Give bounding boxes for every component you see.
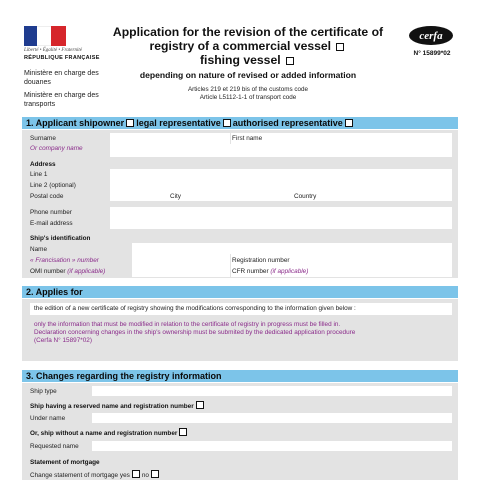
- without-name-checkbox[interactable]: [179, 428, 187, 436]
- reserved-name-label: [30, 401, 206, 410]
- instruction-line-3: (Cerfa N° 15897*02): [34, 337, 92, 344]
- first-name-label: First name: [232, 135, 263, 142]
- line1-label: Line 1: [30, 171, 48, 178]
- republic-motto: Liberté • Égalité • Fraternité: [24, 48, 82, 53]
- instruction-line-2: Declaration concerning changes in the ship's ownership must be submited by the dedicated application procedure: [34, 329, 356, 336]
- section-1-body: [22, 130, 458, 278]
- country-label: Country: [294, 193, 317, 200]
- email-label: E-mail address: [30, 220, 73, 227]
- contact-input[interactable]: [110, 207, 452, 229]
- surname-label: Surname: [30, 135, 56, 142]
- mortgage-label: Statement of mortgage: [30, 459, 100, 466]
- republic-name: RÉPUBLIQUE FRANÇAISE: [24, 55, 100, 61]
- ship-type-label: Ship type: [30, 388, 57, 395]
- cerfa-logo: cerfa: [409, 26, 453, 45]
- instruction-line-1: only the information that must be modified in relation to the certificate of registry in progress must be filled in.: [34, 321, 341, 328]
- form-title: [108, 25, 388, 67]
- section-3-header: 3. Changes regarding the registry information: [22, 370, 458, 382]
- reserved-name-checkbox[interactable]: [196, 401, 204, 409]
- address-input[interactable]: [110, 169, 452, 201]
- requested-name-label: Requested name: [30, 443, 79, 450]
- article-transport: Article L5112-1-1 of transport code: [199, 93, 297, 101]
- cfr-prefix: CFR number: [232, 268, 271, 275]
- under-name-label: Under name: [30, 415, 66, 422]
- omi-prefix: OMI number: [30, 268, 68, 275]
- line2-label: Line 2 (optional): [30, 182, 76, 189]
- surname-input[interactable]: [110, 133, 452, 157]
- ship-name-label: Name: [30, 246, 48, 253]
- francisation-label: [30, 257, 99, 264]
- authorised-representative-label: authorised representative: [232, 118, 343, 128]
- marianne-flag-logo: [24, 26, 66, 46]
- francisation-word: « Francisation » number: [30, 257, 99, 264]
- postal-code-label: Postal code: [30, 193, 64, 200]
- title-fishing-label: fishing vessel: [200, 53, 281, 67]
- section-1-header: [22, 117, 458, 129]
- mortgage-no-checkbox[interactable]: [151, 470, 159, 478]
- ship-identification-label: Ship's identification: [30, 235, 91, 242]
- authorised-representative-checkbox[interactable]: [345, 119, 353, 127]
- section-2-body: [22, 299, 458, 361]
- title-commercial-label: registry of a commercial vessel: [149, 39, 332, 53]
- reserved-name-text: Ship having a reserved name and registration number: [30, 403, 194, 410]
- section-2-header: 2. Applies for: [22, 286, 458, 298]
- form-subtitle: depending on nature of revised or added information: [139, 70, 357, 80]
- change-mortgage-yes-text: Change statement of mortgage yes: [30, 472, 130, 479]
- title-line-1: Application for the revision of the certificate of: [112, 25, 384, 39]
- change-mortgage-label: [30, 470, 161, 479]
- cfr-label: [232, 268, 308, 275]
- shipowner-label: 1. Applicant shipowner: [26, 118, 125, 128]
- omi-if-applicable: (if applicable): [67, 268, 106, 275]
- registration-number-label: Registration number: [232, 257, 290, 264]
- shipowner-checkbox[interactable]: [126, 119, 134, 127]
- title-line-3: [108, 53, 388, 67]
- form-header: [0, 0, 480, 112]
- omi-label: [30, 268, 105, 275]
- article-customs: Articles 219 et 219 bis of the customs code: [187, 86, 309, 93]
- section-3-body: [22, 383, 458, 480]
- without-name-label: [30, 428, 189, 437]
- mortgage-yes-checkbox[interactable]: [132, 470, 140, 478]
- phone-label: Phone number: [30, 209, 72, 216]
- cfr-if-applicable: (if applicable): [270, 268, 309, 275]
- applies-for-text: the edition of a new certificate of registry showing the modifications corresponding to the information given below :: [34, 305, 356, 312]
- mortgage-no-text: no: [141, 472, 149, 479]
- legal-representative-label: legal representative: [136, 118, 221, 128]
- fishing-vessel-checkbox[interactable]: [286, 57, 294, 65]
- ministry-transport: Ministère en charge des transports: [24, 92, 99, 108]
- requested-name-input[interactable]: [92, 441, 452, 451]
- cerfa-number: N° 15899*02: [413, 50, 451, 57]
- address-label: Address: [30, 161, 56, 168]
- without-name-text: Or, ship without a name and registration number: [30, 430, 178, 437]
- ministry-customs: Ministère en charge des douanes: [24, 70, 99, 86]
- ship-type-input[interactable]: [92, 386, 452, 396]
- title-line-2: [108, 39, 388, 53]
- legal-references: [108, 86, 388, 101]
- city-label: City: [170, 193, 182, 200]
- commercial-vessel-checkbox[interactable]: [336, 43, 344, 51]
- legal-representative-checkbox[interactable]: [223, 119, 231, 127]
- company-name-label: Or company name: [30, 145, 83, 152]
- under-name-input[interactable]: [92, 413, 452, 423]
